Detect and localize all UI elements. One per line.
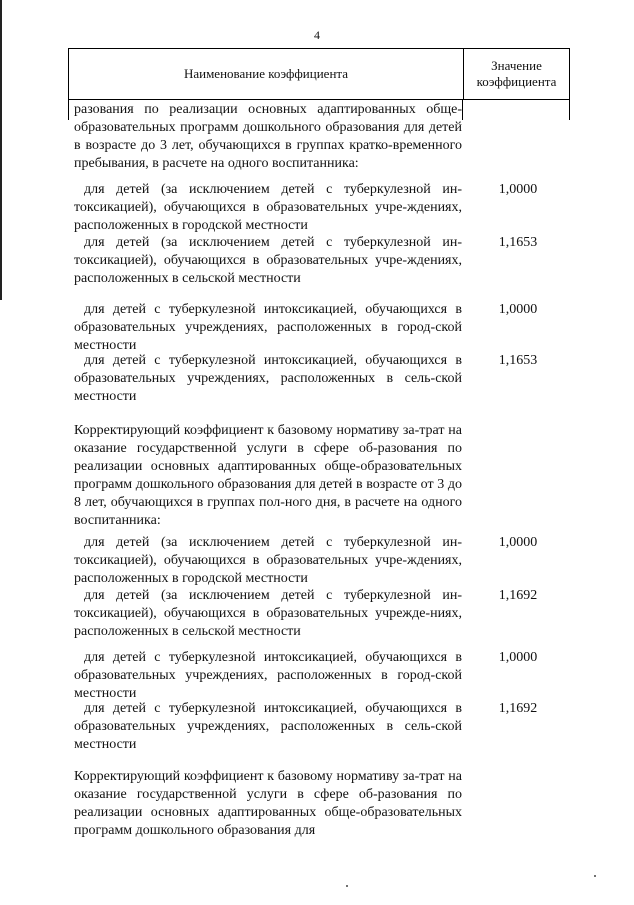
coefficient-value: 1,0000 [498,302,538,317]
coefficient-row-text: для детей (за исключением детей с туберкулезной ин-токсикацией), обучающихся в образовательных учре-ждениях, расположенных в сельской местности [74,235,462,286]
coefficient-value: 1,0000 [498,650,538,665]
column-header-name: Наименование коэффициента [69,49,464,99]
coefficient-row-text: для детей (за исключением детей с туберкулезной ин-токсикацией), обучающихся в образовательных учрежде-ниях, расположенных в сельской местности [74,588,462,639]
coefficient-row-text: для детей (за исключением детей с туберкулезной ин-токсикацией), обучающихся в образовательных учре-ждениях, расположенных в городской местности [74,182,462,233]
coefficient-row-text: для детей с туберкулезной интоксикацией, обучающихся в образовательных учреждениях, расположенных в сель-ской местности [74,701,462,752]
coefficient-value: 1,1653 [498,353,538,368]
table-border-divider [462,100,463,120]
column-header-value-line2: коэффициента [476,74,557,89]
scan-speck [594,875,596,877]
coefficient-row-text: для детей с туберкулезной интоксикацией, обучающихся в образовательных учреждениях, расположенных в сель-ской местности [74,353,462,404]
coefficient-row-text: для детей с туберкулезной интоксикацией, обучающихся в образовательных учреждениях, расположенных в город-ской местности [74,302,462,353]
table-header [68,48,570,100]
column-header-value [464,49,569,99]
coefficient-value: 1,1692 [498,701,538,716]
table-border-left [68,100,69,120]
section-paragraph: Корректирующий коэффициент к базовому нормативу за-трат на оказание государственной услуги в сфере об-разования по реализации основных адаптированных обще-образовательных программ дошкольного образования для [74,769,462,838]
section-paragraph: Корректирующий коэффициент к базовому нормативу за-трат на оказание государственной услуги в сфере об-разования по реализации основных адаптированных обще-образовательных программ дошкольного образования для детей в возрасте от 3 до 8 лет, обучающихся в группах пол-ного дня, в расчете на одного воспитанника: [74,423,462,528]
coefficient-value: 1,0000 [498,182,538,197]
table-border-right [569,100,570,120]
column-header-value-line1: Значение [491,58,542,73]
page-number: 4 [314,28,320,42]
intro-paragraph: разования по реализации основных адаптированных обще-образовательных программ дошкольного образования для детей в возрасте до 3 лет, обучающихся в группах кратко-временного пребывания, в расчете на одного воспитанника: [74,102,462,171]
coefficient-row-text: для детей (за исключением детей с туберкулезной ин-токсикацией), обучающихся в образовательных учре-ждениях, расположенных в городской местности [74,535,462,586]
coefficient-row-text: для детей с туберкулезной интоксикацией, обучающихся в образовательных учреждениях, расположенных в город-ской местности [74,650,462,701]
coefficient-value: 1,1653 [498,235,538,250]
scan-edge-rule [0,0,2,300]
coefficient-value: 1,0000 [498,535,538,550]
scan-speck [346,885,348,887]
coefficient-value: 1,1692 [498,588,538,603]
